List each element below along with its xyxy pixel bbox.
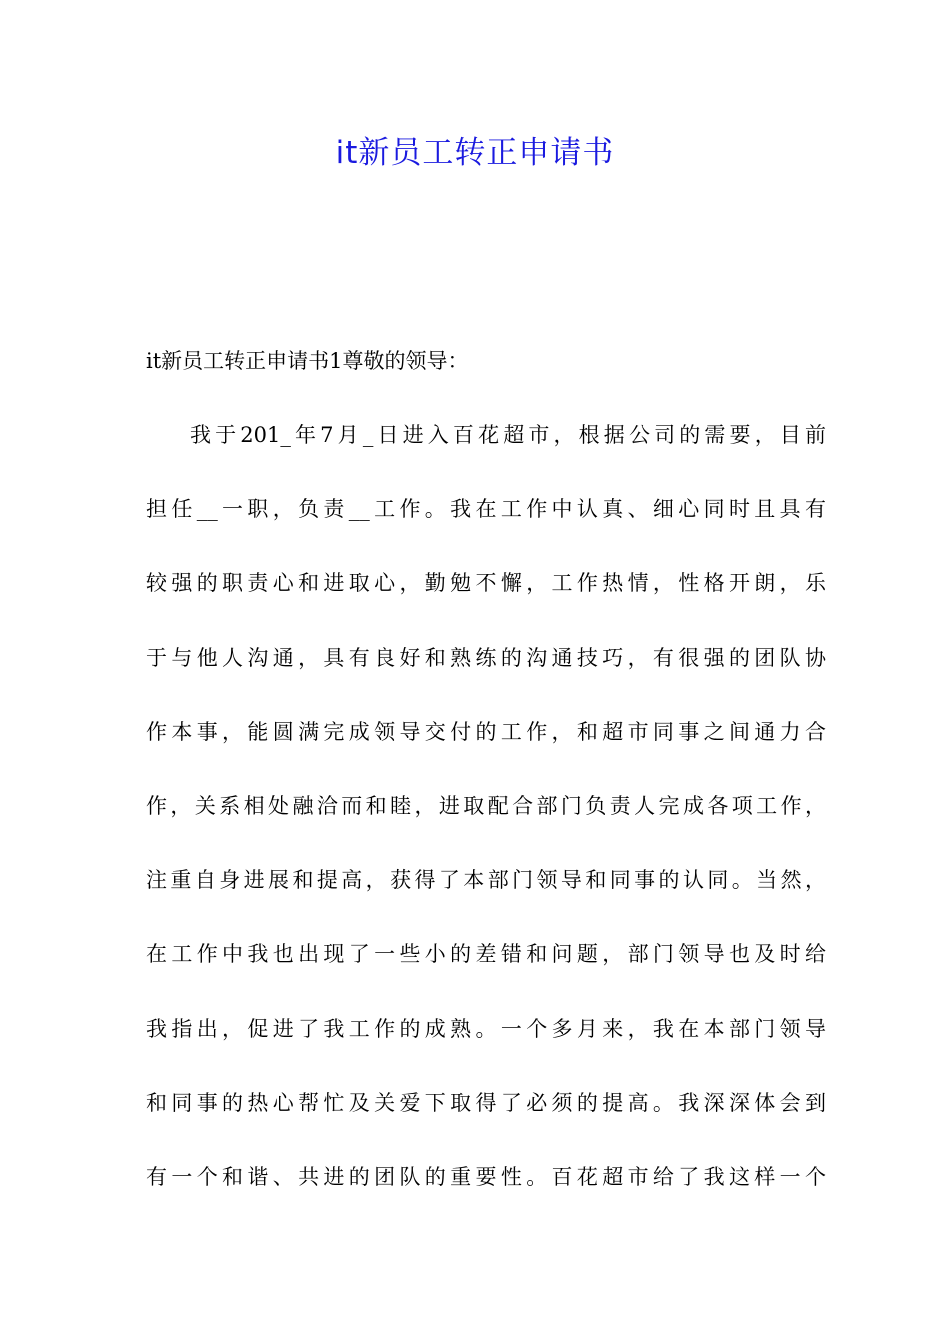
paragraph-line: 我于201_年7月_日进入百花超市，根据公司的需要，目前 — [190, 423, 826, 447]
greeting-line: it新员工转正申请书1尊敬的领导： — [146, 349, 469, 373]
paragraph-line: 于与他人沟通，具有良好和熟练的沟通技巧，有很强的团队协 — [146, 645, 826, 670]
paragraph-line: 作本事，能圆满完成领导交付的工作，和超市同事之间通力合 — [146, 719, 826, 744]
paragraph-line: 有一个和谐、共进的团队的重要性。百花超市给了我这样一个 — [146, 1164, 826, 1189]
paragraph-line: 和同事的热心帮忙及关爱下取得了必须的提高。我深深体会到 — [146, 1090, 826, 1115]
paragraph-line: 担任__一职，负责__工作。我在工作中认真、细心同时且具有 — [146, 497, 826, 522]
body-paragraph — [146, 419, 826, 1235]
paragraph-line: 我指出，促进了我工作的成熟。一个多月来，我在本部门领导 — [146, 1016, 826, 1041]
document-title: it新员工转正申请书 — [335, 135, 615, 171]
paragraph-line: 较强的职责心和进取心，勤勉不懈，工作热情，性格开朗，乐 — [146, 571, 826, 596]
paragraph-line: 作，关系相处融洽而和睦，进取配合部门负责人完成各项工作， — [146, 793, 826, 818]
paragraph-line: 在工作中我也出现了一些小的差错和问题，部门领导也及时给 — [146, 942, 826, 967]
paragraph-line: 注重自身进展和提高，获得了本部门领导和同事的认同。当然， — [146, 868, 826, 893]
